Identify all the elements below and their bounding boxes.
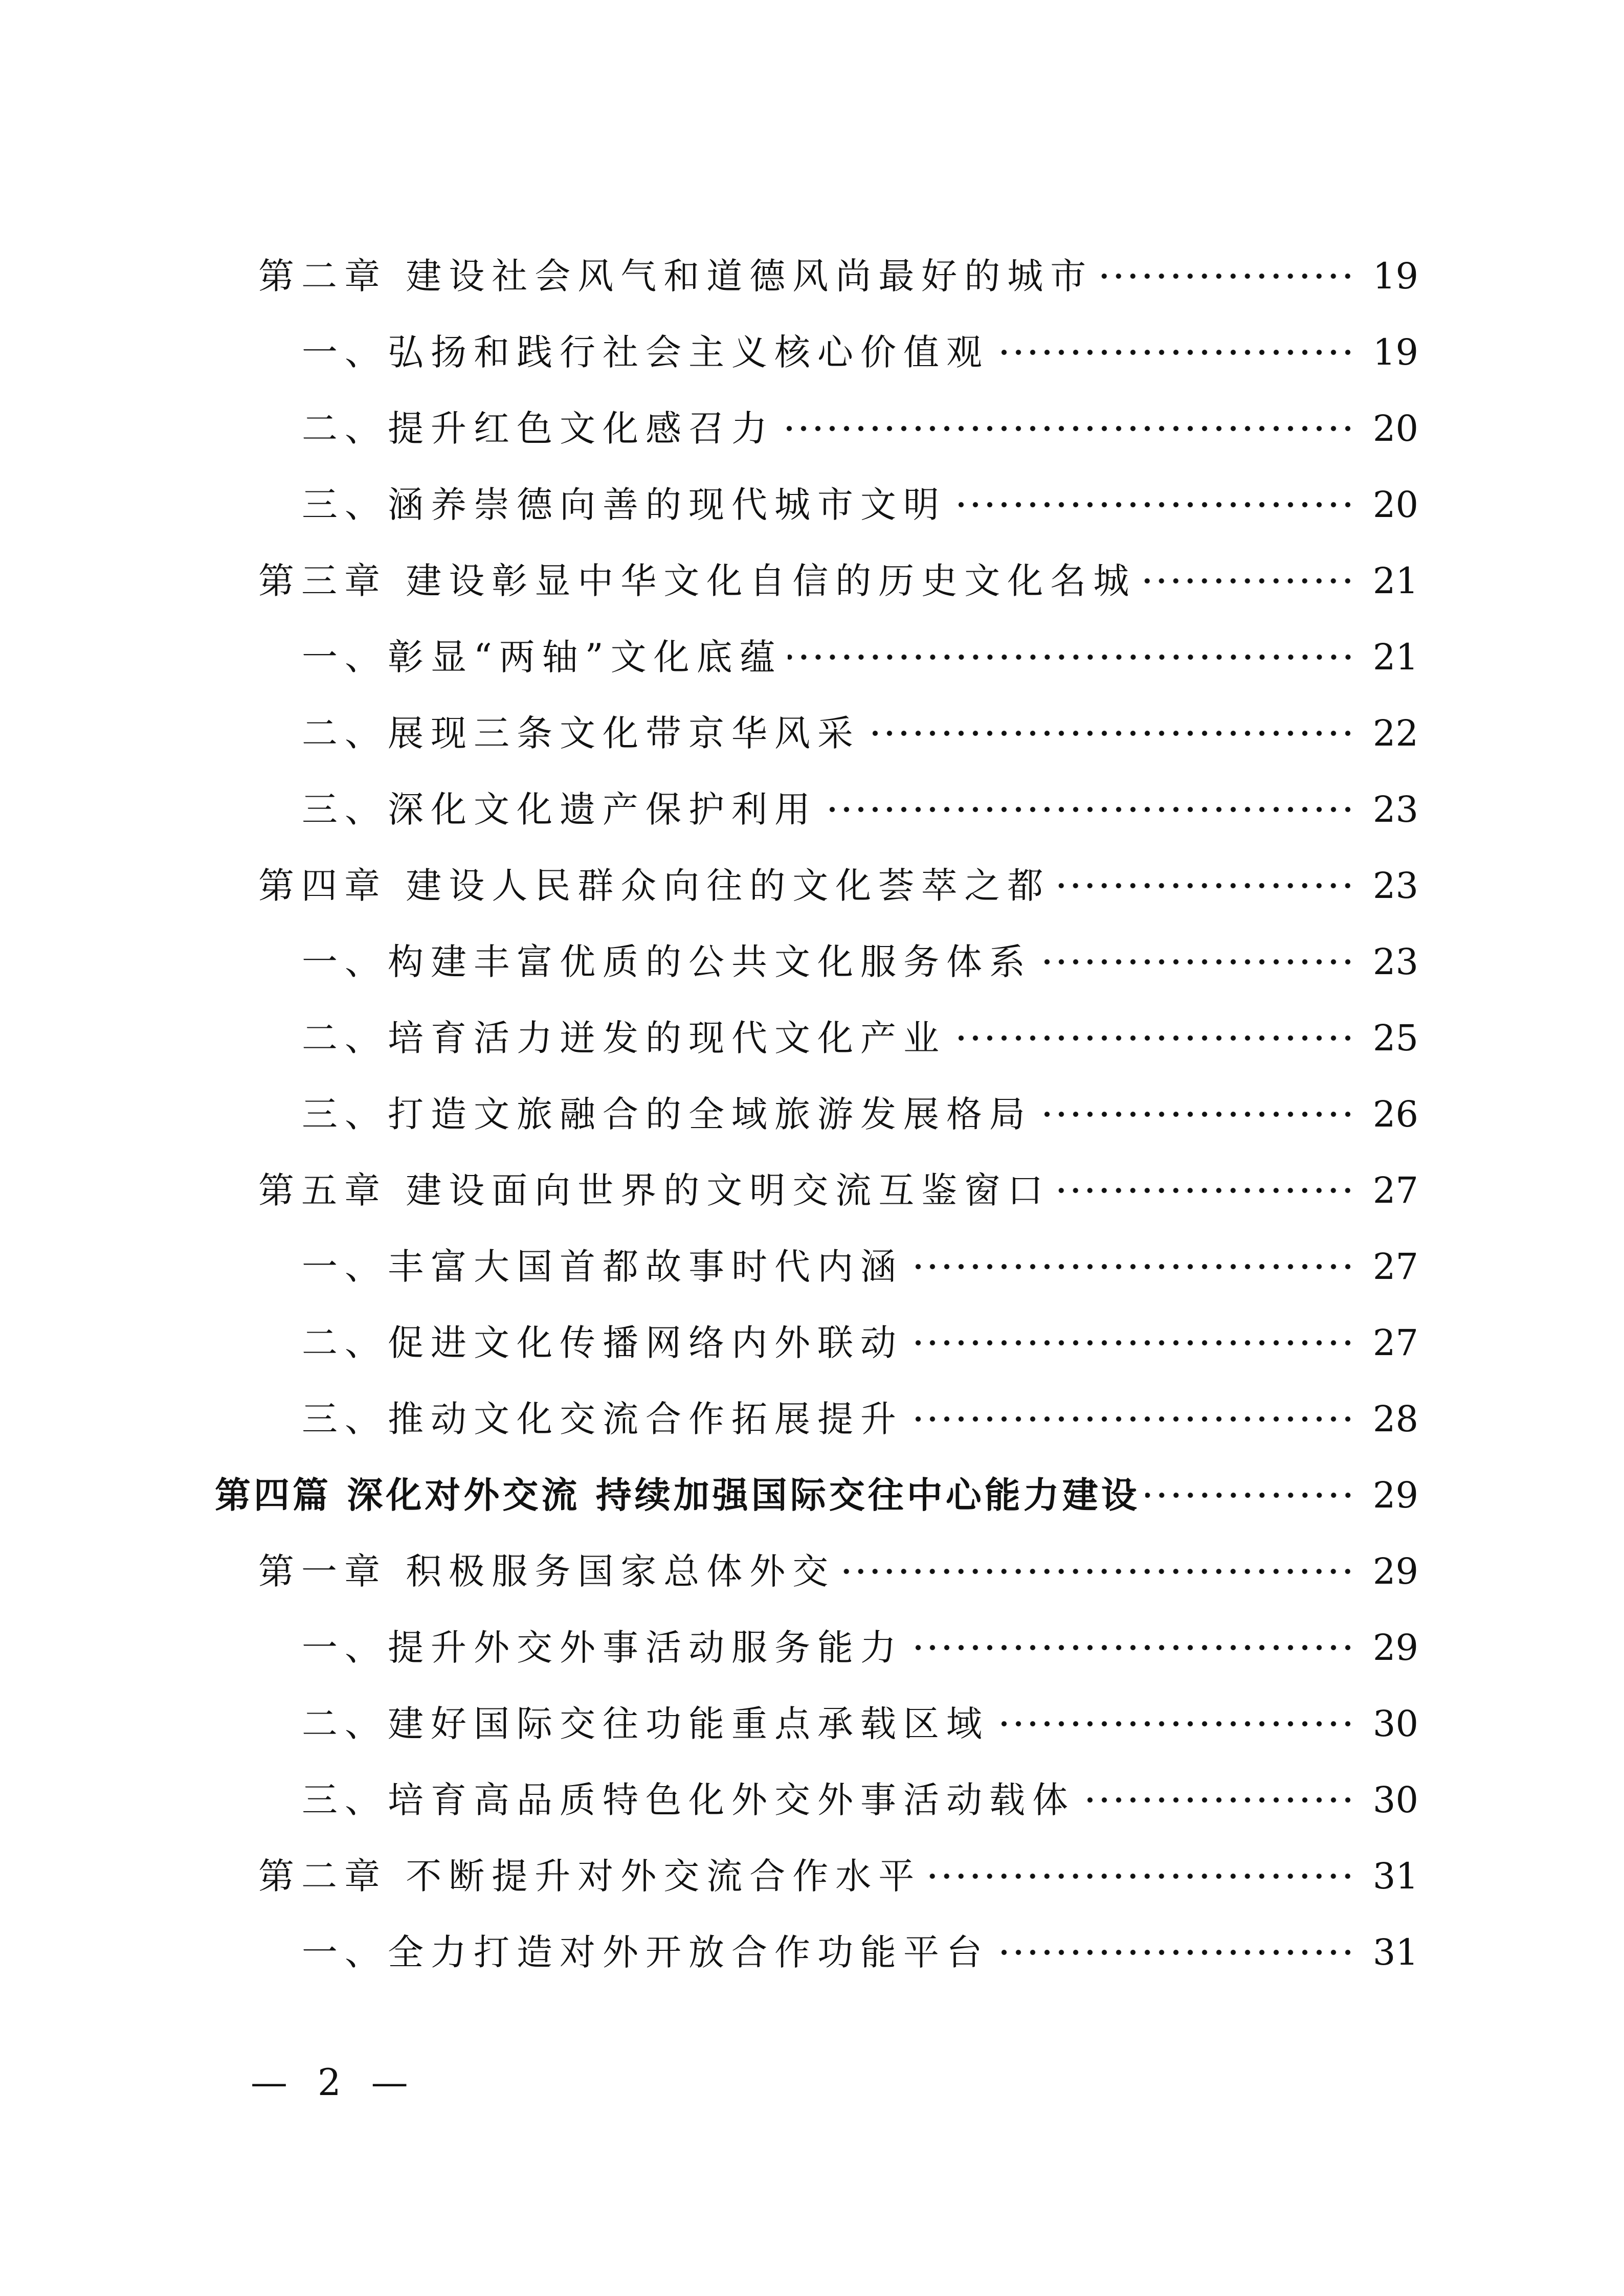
toc-entry-section[interactable]: [302, 1312, 1418, 1374]
toc-entry-page: 23: [1372, 789, 1418, 830]
toc-entry-title: 一、构建丰富优质的公共文化服务体系: [302, 941, 1032, 983]
toc-entry-page: 31: [1372, 1855, 1418, 1897]
dot-leader: [840, 1541, 1355, 1602]
toc-entry-title: 一、全力打造对外开放合作功能平台: [302, 1931, 989, 1973]
toc-entry-title: 一、彰显“两轴”文化底蕴: [302, 636, 783, 678]
toc-entry-title: 一、丰富大国首都故事时代内涵: [302, 1246, 903, 1288]
toc-entry-title: 一、弘扬和践行社会主义核心价值观: [302, 331, 989, 373]
toc-entry-section[interactable]: [302, 1922, 1418, 1983]
dot-leader: [994, 1693, 1355, 1754]
dot-leader: [1098, 245, 1355, 307]
toc-entry-chapter[interactable]: [258, 1541, 1418, 1602]
toc-entry-section[interactable]: [302, 1236, 1418, 1297]
dot-leader: [908, 1312, 1355, 1374]
toc-entry-title: 二、展现三条文化带京华风采: [302, 712, 860, 754]
toc-entry-section[interactable]: [302, 703, 1418, 764]
toc-entry-chapter[interactable]: [258, 550, 1418, 612]
dot-leader: [822, 779, 1355, 840]
toc-entry-page: 28: [1372, 1398, 1418, 1440]
toc-entry-page: 22: [1372, 712, 1418, 754]
toc-entry-title: 三、深化文化遗产保护利用: [302, 789, 817, 830]
toc-entry-title: 第五章 建设面向世界的文明交流互鉴窗口: [258, 1169, 1051, 1211]
toc-entry-page: 23: [1372, 865, 1418, 907]
toc-entry-page: 19: [1372, 255, 1418, 297]
toc-entry-section[interactable]: [302, 1769, 1418, 1831]
toc-entry-title: 第二章 建设社会风气和道德风尚最好的城市: [258, 255, 1094, 297]
toc-entry-section[interactable]: [302, 1084, 1418, 1145]
dot-leader: [951, 474, 1355, 535]
dot-leader: [1055, 855, 1355, 916]
toc-entry-page: 29: [1372, 1550, 1418, 1592]
dot-leader: [951, 1007, 1355, 1069]
dot-leader: [780, 398, 1355, 459]
toc-entry-title: 二、提升红色文化感召力: [302, 408, 774, 449]
toc-entry-title: 二、建好国际交往功能重点承载区域: [302, 1703, 989, 1745]
toc-entry-page: 20: [1372, 408, 1418, 449]
dot-leader: [908, 1388, 1355, 1450]
dot-leader: [1141, 550, 1355, 612]
toc-entry-title: 第二章 不断提升对外交流合作水平: [258, 1855, 922, 1897]
toc-entry-page: 20: [1372, 484, 1418, 526]
toc-entry-title: 三、培育高品质特色化外交外事活动载体: [302, 1779, 1075, 1821]
dot-leader: [908, 1236, 1355, 1297]
toc-entry-title: 二、促进文化传播网络内外联动: [302, 1322, 903, 1364]
toc-entry-page: 21: [1372, 636, 1418, 678]
dot-leader: [1145, 1465, 1355, 1526]
toc-entry-title: 三、推动文化交流合作拓展提升: [302, 1398, 903, 1440]
toc-entry-chapter[interactable]: [258, 1160, 1418, 1221]
toc-entry-chapter[interactable]: [258, 855, 1418, 916]
toc-entry-page: 26: [1372, 1093, 1418, 1135]
toc-entry-page: 23: [1372, 941, 1418, 983]
toc-entry-title: 三、涵养崇德向善的现代城市文明: [302, 484, 946, 526]
toc-entry-page: 31: [1372, 1931, 1418, 1973]
dot-leader: [908, 1617, 1355, 1678]
toc-entry-page: 29: [1372, 1474, 1418, 1516]
toc-entry-page: 30: [1372, 1779, 1418, 1821]
toc-entry-page: 27: [1372, 1169, 1418, 1211]
toc-entry-section[interactable]: [302, 474, 1418, 535]
toc-entry-section[interactable]: [302, 322, 1418, 383]
toc-entry-page: 21: [1372, 560, 1418, 602]
dot-leader: [1080, 1769, 1355, 1831]
toc-entry-page: 29: [1372, 1627, 1418, 1669]
toc-entry-title: 三、打造文旅融合的全域旅游发展格局: [302, 1093, 1032, 1135]
toc-entry-title: 第三章 建设彰显中华文化自信的历史文化名城: [258, 560, 1137, 602]
toc-entry-section[interactable]: [302, 779, 1418, 840]
toc-entry-title: 二、培育活力迸发的现代文化产业: [302, 1017, 946, 1059]
toc-entry-title: 一、提升外交外事活动服务能力: [302, 1627, 903, 1669]
toc-entry-page: 30: [1372, 1703, 1418, 1745]
dot-leader: [788, 626, 1355, 688]
toc-entry-part[interactable]: [215, 1465, 1418, 1526]
toc-entry-chapter[interactable]: [258, 245, 1418, 307]
toc-entry-page: 27: [1372, 1246, 1418, 1288]
toc-entry-page: 19: [1372, 331, 1418, 373]
dot-leader: [994, 1922, 1355, 1983]
dot-leader: [1037, 931, 1355, 993]
page-number: — 2 —: [251, 2061, 417, 2104]
toc-entry-title: 第四篇 深化对外交流 持续加强国际交往中心能力建设: [215, 1474, 1140, 1516]
toc-entry-section[interactable]: [302, 1388, 1418, 1450]
toc-entry-page: 25: [1372, 1017, 1418, 1059]
toc-entry-title: 第四章 建设人民群众向往的文化荟萃之都: [258, 865, 1051, 907]
toc-entry-section[interactable]: [302, 1617, 1418, 1678]
toc-entry-title: 第一章 积极服务国家总体外交: [258, 1550, 836, 1592]
toc-entry-section[interactable]: [302, 1693, 1418, 1754]
dot-leader: [1037, 1084, 1355, 1145]
dot-leader: [1055, 1160, 1355, 1221]
dot-leader: [865, 703, 1355, 764]
toc-entry-section[interactable]: [302, 626, 1418, 688]
toc-entry-section[interactable]: [302, 1007, 1418, 1069]
toc-entry-section[interactable]: [302, 931, 1418, 993]
dot-leader: [926, 1845, 1355, 1907]
toc-entry-page: 27: [1372, 1322, 1418, 1364]
toc-entry-section[interactable]: [302, 398, 1418, 459]
toc-entry-chapter[interactable]: [258, 1845, 1418, 1907]
dot-leader: [994, 322, 1355, 383]
